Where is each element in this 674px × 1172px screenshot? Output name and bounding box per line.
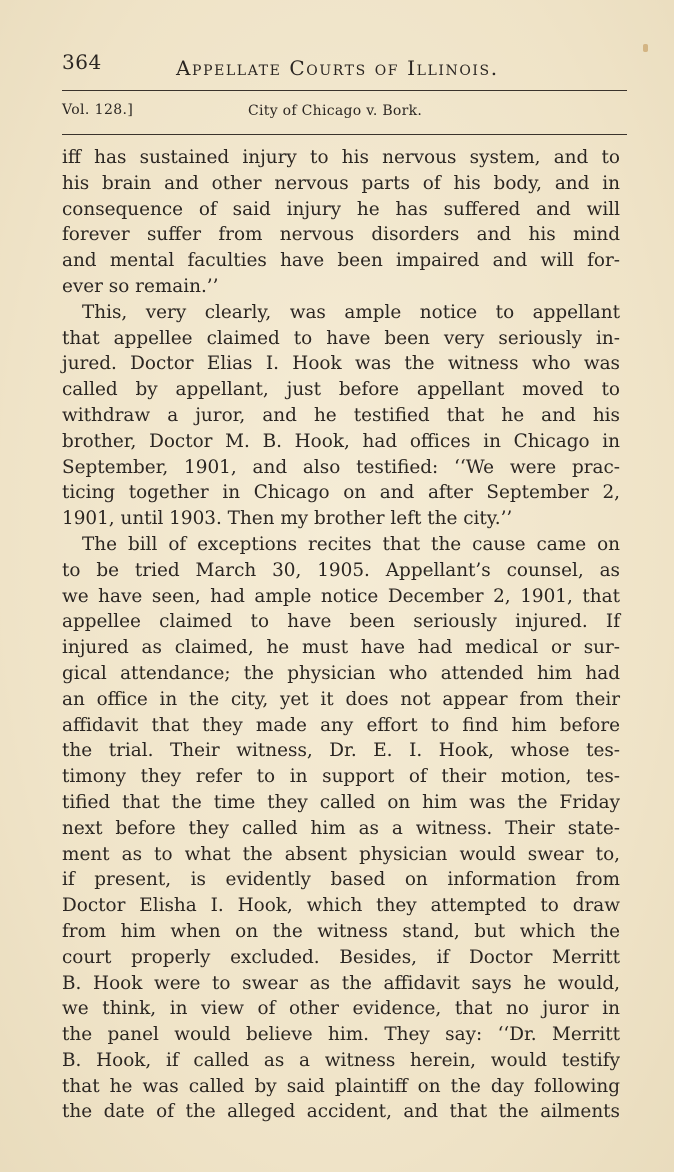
- text-line: B. Hook, if called as a witness herein, would testify: [62, 1049, 620, 1071]
- text-line: called by appellant, just before appellant moved to: [62, 379, 620, 401]
- header-rule-top: [62, 90, 627, 91]
- text-line: ever so remain.’’: [62, 275, 219, 297]
- text-line: iff has sustained injury to his nervous system, and to: [62, 147, 620, 168]
- text-line: gical attendance; the physician who attended him had: [62, 662, 620, 684]
- text-line: ment as to what the absent physician would swear to,: [62, 843, 620, 865]
- text-line: from him when on the witness stand, but which the: [62, 920, 620, 942]
- paragraph-start: The bill of exceptions recites that the cause came on: [82, 533, 620, 555]
- text-line: if present, is evidently based on information from: [62, 869, 620, 891]
- page-header: [62, 46, 642, 86]
- text-line: withdraw a juror, and he testified that he and his: [62, 404, 620, 426]
- text-line: an office in the city, yet it does not appear from their: [62, 688, 620, 710]
- text-line: forever suffer from nervous disorders and his mind: [62, 224, 620, 246]
- text-line: appellee claimed to have been seriously injured. If: [62, 611, 620, 633]
- text-line: affidavit that they made any effort to find him before: [62, 714, 620, 736]
- body-text: [62, 145, 620, 1125]
- running-title: Appellate Courts of Illinois.: [176, 56, 499, 80]
- volume-label: Vol. 128.]: [62, 102, 134, 118]
- page-number: 364: [62, 50, 102, 74]
- text-line: to be tried March 30, 1905. Appellant’s counsel, as: [62, 559, 620, 581]
- text-line: that appellee claimed to have been very seriously in-: [62, 327, 620, 349]
- text-line: consequence of said injury he has suffered and will: [62, 198, 620, 220]
- text-line: and mental faculties have been impaired and will for-: [62, 250, 620, 272]
- text-line: brother, Doctor M. B. Hook, had offices in Chicago in: [62, 430, 620, 452]
- text-line: 1901, until 1903. Then my brother left the city.’’: [62, 508, 513, 530]
- text-line: his brain and other nervous parts of his body, and in: [62, 172, 620, 194]
- text-line: next before they called him as a witness. Their state-: [62, 817, 620, 839]
- case-title: City of Chicago v. Bork.: [248, 103, 423, 119]
- paper-blemish: [643, 44, 648, 52]
- text-line: the panel would believe him. They say: ‘‘Dr. Merritt: [62, 1024, 620, 1046]
- text-line: tified that the time they called on him was the Friday: [62, 791, 620, 813]
- text-line: the date of the alleged accident, and that the ailments: [62, 1101, 620, 1123]
- text-line: timony they refer to in support of their motion, tes-: [62, 766, 620, 788]
- text-line: the trial. Their witness, Dr. E. I. Hook, whose tes-: [62, 740, 620, 762]
- text-line: B. Hook were to swear as the affidavit says he would,: [62, 972, 620, 994]
- text-line: ticing together in Chicago on and after September 2,: [62, 482, 620, 504]
- text-line: jured. Doctor Elias I. Hook was the witness who was: [62, 353, 620, 375]
- text-line: court properly excluded. Besides, if Doctor Merritt: [62, 946, 620, 968]
- text-line: September, 1901, and also testified: ‘‘We were prac-: [62, 456, 620, 478]
- text-line: injured as claimed, he must have had medical or sur-: [62, 637, 620, 659]
- header-rule-bottom: [62, 134, 627, 135]
- text-line: Doctor Elisha I. Hook, which they attempted to draw: [62, 895, 620, 917]
- text-line: we think, in view of other evidence, that no juror in: [62, 998, 620, 1020]
- case-subheader: [62, 100, 627, 128]
- text-line: we have seen, had ample notice December 2, 1901, that: [62, 585, 620, 607]
- paragraph-start: This, very clearly, was ample notice to appellant: [82, 301, 620, 323]
- text-line: that he was called by said plaintiff on the day following: [62, 1075, 620, 1097]
